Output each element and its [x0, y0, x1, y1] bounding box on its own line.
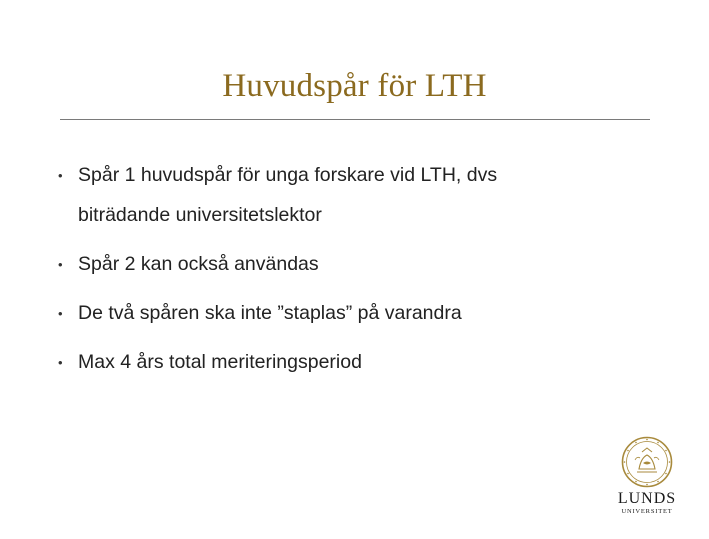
- university-logo: [612, 436, 682, 520]
- university-seal-icon: [621, 436, 673, 488]
- bullet-marker: •: [58, 168, 63, 183]
- title-divider: [60, 119, 650, 120]
- slide-title: Huvudspår för LTH: [222, 68, 487, 104]
- logo-wordmark: LUNDS: [617, 490, 677, 507]
- bullet-marker: •: [58, 257, 63, 272]
- bullet-text: Spår 2 kan också användas: [78, 253, 319, 275]
- bullet-text: De två spåren ska inte ”staplas” på varandra: [78, 302, 462, 324]
- bullet-marker: •: [58, 306, 63, 321]
- bullet-text-continuation: biträdande universitetslektor: [78, 204, 322, 226]
- bullet-marker: •: [58, 355, 63, 370]
- bullet-text: Max 4 års total meriteringsperiod: [78, 351, 362, 373]
- bullet-text: Spår 1 huvudspår för unga forskare vid LTH, dvs: [78, 164, 498, 186]
- logo-subtitle: UNIVERSITET: [621, 508, 673, 515]
